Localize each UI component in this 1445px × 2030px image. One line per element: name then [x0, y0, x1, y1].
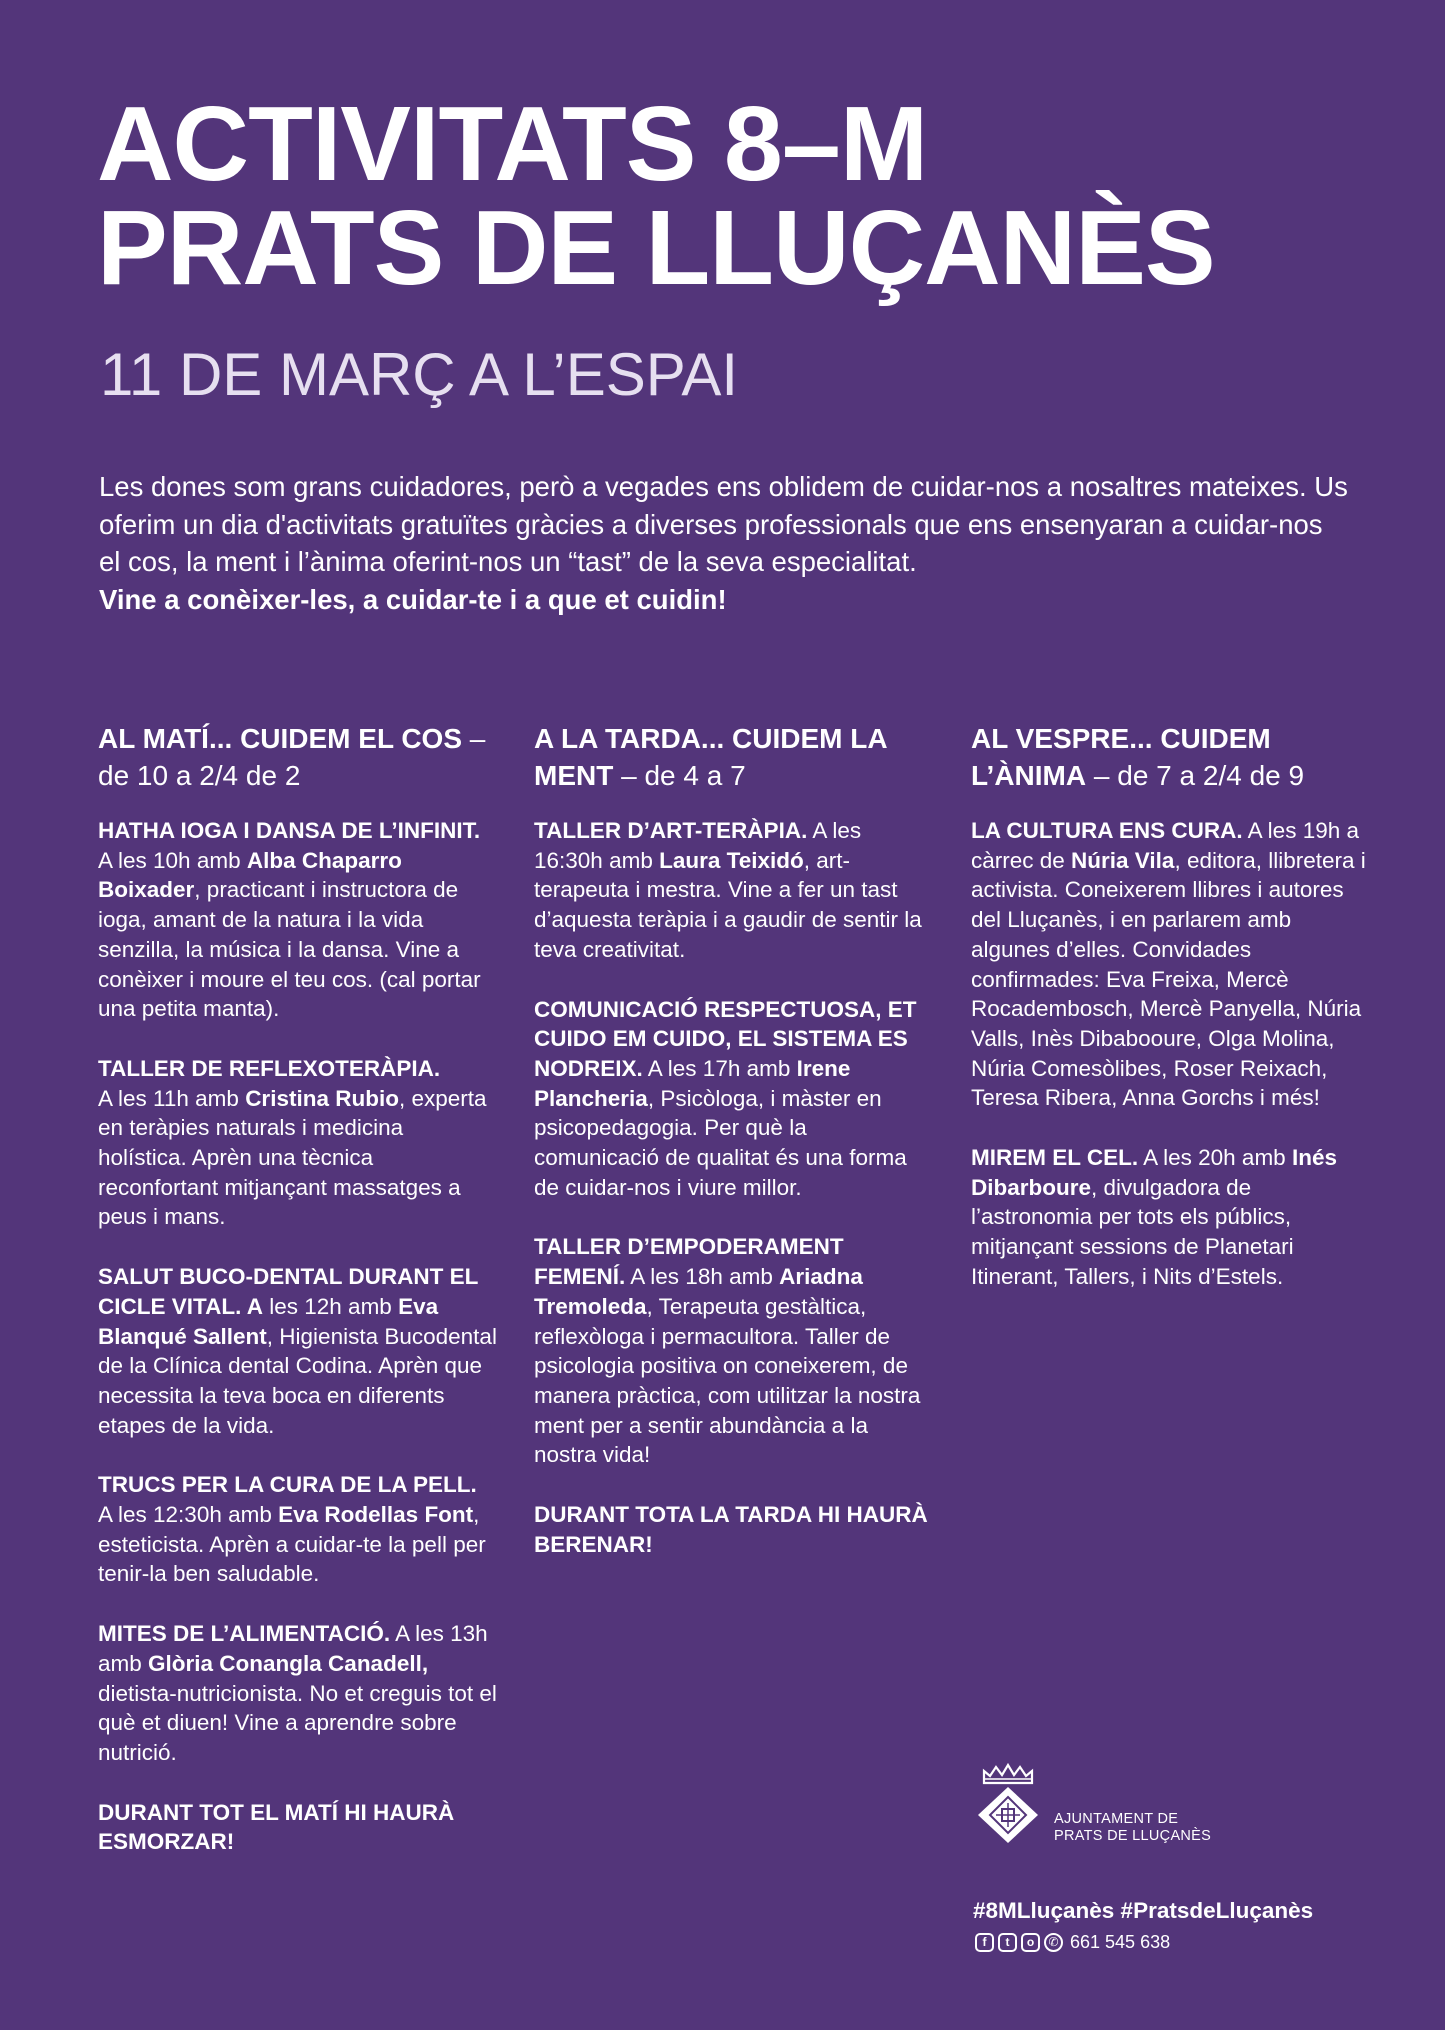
- morning-heading: [98, 720, 498, 794]
- activity-ioga: [98, 816, 498, 1024]
- activity-host: Inés Dibarboure: [971, 1145, 1337, 1200]
- afternoon-heading-title: A LA TARDA... CUIDEM LA MENT: [534, 723, 887, 791]
- coat-of-arms-icon: [972, 1763, 1044, 1843]
- activity-description: , art-terapeuta i mestra. Vine a fer un tast d’aquesta teràpia i a gaudir de sentir la teva creativitat.: [534, 847, 922, 962]
- evening-time: – de 7 a 2/4 de 9: [1086, 760, 1305, 791]
- activity-title: TALLER DE REFLEXOTERÀPIA.: [98, 1055, 441, 1081]
- intro-section: [99, 468, 1349, 618]
- activity-reflexoterapia: [98, 1054, 498, 1232]
- activity-title: SALUT BUCO-DENTAL DURANT EL CICLE VITAL. A: [98, 1264, 478, 1319]
- activity-description: , editora, llibretera i activista. Coneixerem llibres i autores del Lluçanès, i en parlarem amb algunes d’elles. Convidades confirmades: Eva Freixa, Mercè Rocadembosch, Mercè Panyella, Núria Valls, Inès Dibabooure, Olga Molina, Núria Comesòlibes, Roser Reixach, Teresa Ribera, Anna Gorchs i més!: [971, 847, 1366, 1111]
- activity-host: Alba Chaparro Boixader: [98, 847, 402, 903]
- intro-call-to-action: Vine a conèixer-les, a cuidar-te i a que et cuidin!: [99, 583, 727, 615]
- logo-line: PRATS DE LLUÇANÈS: [1054, 1828, 1212, 1844]
- activity-host: Ariadna Tremoleda: [534, 1264, 863, 1319]
- activity-time: A les 16:30h amb: [534, 818, 862, 873]
- activity-host: Núria Vila: [1071, 847, 1175, 873]
- event-date-subtitle: 11 DE MARÇ A L’ESPAI: [100, 341, 739, 408]
- activity-description: , Terapeuta gestàltica, reflexòloga i permacultora. Taller de psicologia positiva on coneixerem, de manera pràctica, com utilitzar la nostra ment per a sentir abundància a la nostra vida!: [534, 1293, 921, 1468]
- activity-time: A les 11h amb: [98, 1085, 246, 1111]
- intro-paragraph: Les dones som grans cuidadores, però a vegades ens oblidem de cuidar-nos a nosaltres mateixes. Us oferim un dia d'activitats gratuïtes gràcies a diverses professionals que ens ensenyaran a cuidar-nos el cos, la ment i l’ànima oferint-nos un “tast” de la seva especialitat.: [99, 471, 1348, 577]
- activity-description: , practicant i instructora de ioga, amant de la natura i la vida senzilla, la música i la dansa. Vine a conèixer i moure el teu cos. (cal portar una petita manta).: [98, 877, 481, 1022]
- activity-time: A les 12:30h amb: [98, 1502, 279, 1528]
- activity-time: A les 10h amb: [98, 847, 247, 873]
- activity-empoderament: [534, 1232, 934, 1470]
- activity-cura-pell: [98, 1470, 498, 1589]
- activity-description: dietista-nutricionista. No et creguis tot el què et diuen! Vine a aprendre sobre nutrició.: [98, 1680, 497, 1765]
- activity-title: MIREM EL CEL.: [971, 1145, 1139, 1171]
- activity-cultura: [971, 816, 1371, 1113]
- activity-salut-buco-dental: [98, 1262, 498, 1440]
- activity-description: , esteticista. Aprèn a cuidar-te la pell per tenir-la ben saludable.: [98, 1502, 486, 1587]
- activity-description: , Higienista Bucodental de la Clínica dental Codina. Aprèn que necessita la teva boca en diferents etapes de la vida.: [98, 1323, 497, 1438]
- activity-art-terapia: [534, 816, 934, 965]
- activity-title: COMUNICACIÓ RESPECTUOSA, ET CUIDO EM CUIDO, EL SISTEMA ES NODREIX.: [534, 996, 917, 1081]
- afternoon-time: – de 4 a 7: [613, 760, 746, 791]
- morning-heading-title: AL MATÍ... CUIDEM EL COS: [98, 723, 463, 754]
- activity-title: HATHA IOGA I DANSA DE L’INFINIT.: [98, 818, 481, 843]
- activity-time: A les 17h amb: [642, 1055, 797, 1081]
- activity-title: MITES DE L’ALIMENTACIÓ.: [98, 1621, 391, 1647]
- activity-title: TALLER D’EMPODERAMENT FEMENÍ.: [534, 1234, 844, 1290]
- hashtags: #8MLluçanès #PratsdeLluçanès: [973, 1898, 1314, 1923]
- title-line-2: PRATS DE LLUÇANÈS: [97, 189, 1215, 307]
- evening-column: [971, 720, 1371, 1322]
- instagram-icon[interactable]: o: [1021, 1933, 1040, 1952]
- morning-closing-note: [98, 1798, 498, 1857]
- activity-host: Glòria Conangla Canadell,: [148, 1650, 429, 1676]
- activity-title: TRUCS PER LA CURA DE LA PELL.: [98, 1472, 477, 1498]
- closing-text: DURANT TOT EL MATÍ HI HAURÀ ESMORZAR!: [98, 1799, 455, 1855]
- logo-line: AJUNTAMENT DE: [1054, 1811, 1179, 1827]
- afternoon-closing-note: [534, 1500, 934, 1559]
- activity-host: Cristina Rubio: [245, 1085, 399, 1111]
- whatsapp-icon[interactable]: ✆: [1044, 1933, 1063, 1952]
- phone-number[interactable]: 661 545 638: [1070, 1931, 1171, 1952]
- activity-mirem-el-cel: [971, 1143, 1371, 1292]
- activity-time: A les 20h amb: [1138, 1145, 1292, 1171]
- morning-time: – de 10 a 2/4 de 2: [98, 723, 486, 791]
- activity-alimentacio: [98, 1619, 498, 1768]
- title-line-1: ACTIVITATS 8–M: [97, 85, 928, 203]
- activity-host: Irene Plancheria: [534, 1055, 851, 1111]
- activity-description: , experta en teràpies naturals i medicina holística. Aprèn una tècnica reconfortant mitjançant massatges a peus i mans.: [98, 1085, 487, 1230]
- ajuntament-logo: [972, 1763, 1272, 1843]
- page-title: [97, 85, 1215, 307]
- evening-heading: [971, 720, 1371, 794]
- activity-comunicacio: [534, 995, 934, 1203]
- activity-host: Eva Blanqué Sallent: [98, 1293, 439, 1349]
- activity-description: , divulgadora de l’astronomia per tots els públics, mitjançant sessions de Planetari Itinerant, Tallers, i Nits d’Estels.: [971, 1174, 1294, 1289]
- activity-time: A les 18h amb: [625, 1264, 780, 1290]
- activity-title: TALLER D’ART-TERÀPIA.: [534, 818, 808, 843]
- twitter-icon[interactable]: t: [998, 1933, 1017, 1952]
- activity-time: A les 19h a càrrec de: [971, 818, 1360, 873]
- activity-host: Eva Rodellas Font: [278, 1502, 474, 1528]
- logo-text: [1054, 1811, 1211, 1845]
- closing-text: DURANT TOTA LA TARDA HI HAURÀ BERENAR!: [534, 1502, 928, 1557]
- morning-column: [98, 720, 498, 1887]
- activity-time: les 12h amb: [263, 1293, 399, 1319]
- activity-title: LA CULTURA ENS CURA.: [971, 818, 1243, 843]
- activity-time: A les 13h amb: [98, 1621, 488, 1676]
- social-contact-row: [975, 1930, 1170, 1954]
- afternoon-column: [534, 720, 934, 1589]
- activity-host: Laura Teixidó: [659, 847, 804, 873]
- afternoon-heading: [534, 720, 934, 794]
- facebook-icon[interactable]: f: [975, 1933, 994, 1952]
- activity-description: , Psicòloga, i màster en psicopedagogia. Per què la comunicació de qualitat és una forma de cuidar-nos i viure millor.: [534, 1085, 907, 1200]
- evening-heading-title: AL VESPRE... CUIDEM L’ÀNIMA: [971, 723, 1271, 791]
